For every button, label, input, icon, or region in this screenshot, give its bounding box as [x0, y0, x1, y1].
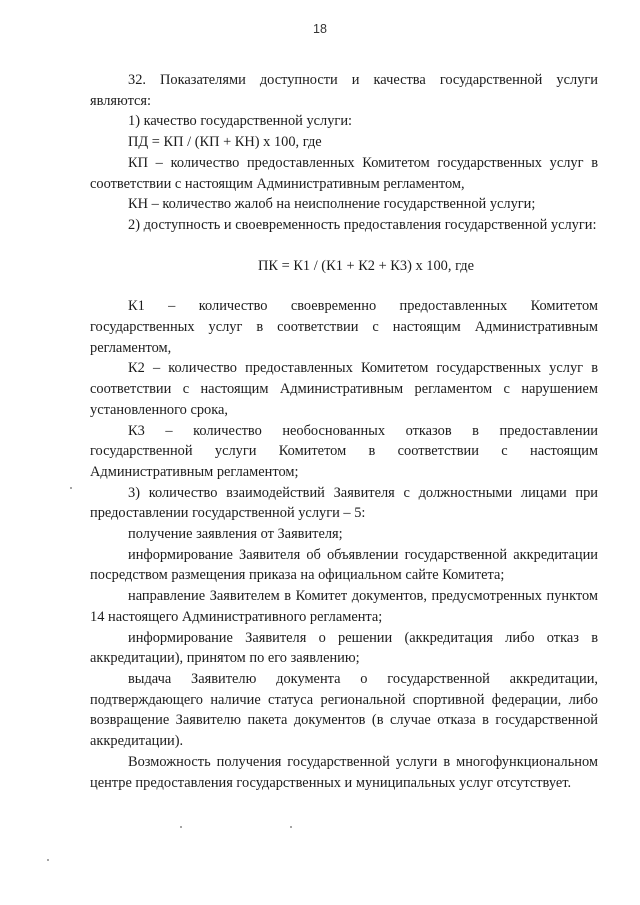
paragraph: получение заявления от Заявителя; [128, 526, 343, 543]
paragraph: информирование Заявителя об объявлении государственной аккредитации посредством размещения приказа на официальном сайте Комитета; [90, 546, 598, 584]
paragraph: КП – количество предоставленных Комитетом государственных услуг в соответствии с настоящим Административным регламентом, [90, 154, 598, 192]
paragraph: К3 – количество необоснованных отказов в предоставлении государственной услуги Комитетом в соответствии с настоящим Административным регламентом; [90, 422, 598, 480]
paragraph: ПД = КП / (КП + КН) х 100, где [128, 134, 322, 151]
formula: ПК = К1 / (К1 + К2 + К3) х 100, где [258, 257, 474, 274]
scan-speck [180, 826, 182, 828]
scan-speck [70, 487, 72, 489]
paragraph: 1) качество государственной услуги: [128, 113, 353, 130]
scan-speck [290, 826, 292, 828]
paragraph: информирование Заявителя о решении (аккредитация либо отказ в аккредитации), принятом по его заявлению; [90, 629, 598, 667]
paragraph: 2) доступность и своевременность предоставления государственной услуги: [128, 216, 597, 233]
scan-speck [47, 859, 49, 861]
document-body [90, 70, 598, 793]
paragraph: К2 – количество предоставленных Комитетом государственных услуг в соответствии с настоящим Административным регламентом с нарушением установленного срока, [90, 360, 598, 418]
page-number: 18 [313, 22, 327, 36]
paragraph: 3) количество взаимодействий Заявителя с должностными лицами при предоставлении государственной услуги – 5: [90, 484, 598, 522]
paragraph: выдача Заявителю документа о государственной аккредитации, подтверждающего наличие статуса региональной спортивной федерации, либо возвращение Заявителю пакета документов (в случае отказа в государственной аккредитации). [90, 670, 598, 750]
paragraph: направление Заявителем в Комитет документов, предусмотренных пунктом 14 настоящего Административного регламента; [90, 588, 598, 625]
paragraph: КН – количество жалоб на неисполнение государственной услуги; [128, 196, 536, 213]
paragraph: 32. Показателями доступности и качества государственной услуги являются: [90, 72, 598, 109]
paragraph: К1 – количество своевременно предоставленных Комитетом государственных услуг в соответствии с настоящим Административным регламентом, [90, 298, 598, 356]
paragraph: Возможность получения государственной услуги в многофункциональном центре предоставления государственных и муниципальных услуг отсутствует. [90, 753, 598, 791]
